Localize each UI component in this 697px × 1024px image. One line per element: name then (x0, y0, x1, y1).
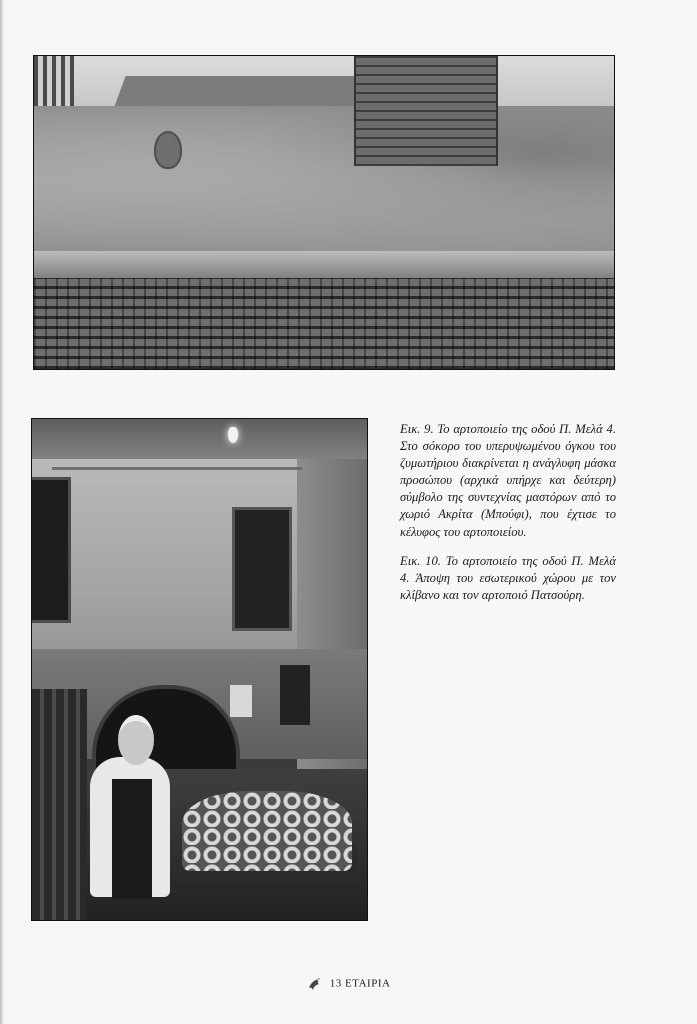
photo-brick-chimney (354, 56, 498, 166)
photo-eave (34, 251, 614, 281)
caption-figure-9: Εικ. 9. Το αρτοποιείο της οδού Π. Μελά 4. Στο σόκορο του υπερυψωμένου όγκου του ζυμωτήριου διακρίνεται η ανάγλυφη μάσκα προσώπου (αρχικά υπήρχε και δεύτερη) σύμβολο της συντεχνίας μαστόρων από το χωριό Ακρίτα (Μπούφι), που έχτισε το κέλυφος του αρτοποιείου. (400, 422, 616, 539)
bird-logo-icon (307, 976, 323, 992)
page-number: 13 (329, 977, 342, 990)
photo-window-center (232, 507, 292, 631)
photo-baker-head (118, 715, 154, 765)
photo-balcony (34, 56, 74, 112)
photo-tiled-roof (34, 278, 614, 369)
publication-name: ΕΤΑΙΡΙΑ (345, 977, 391, 990)
photo-baker-apron (112, 779, 152, 899)
photo-koulouria-pile (182, 791, 352, 871)
page-edge (0, 0, 4, 1024)
captions (400, 421, 616, 616)
photo-pipe (52, 467, 302, 470)
photo-small-door (280, 665, 310, 725)
photo-light-bulb (228, 427, 238, 443)
photo-bakery-exterior-wall (33, 55, 615, 370)
photo-poster (230, 685, 252, 717)
photo-relief-mask (154, 131, 182, 169)
photo-window-left (32, 477, 71, 623)
page-footer (0, 976, 697, 992)
photo-baking-peels (32, 689, 87, 920)
photo-bakery-interior (31, 418, 368, 921)
caption-figure-10: Εικ. 10. Το αρτοποιείο της οδού Π. Μελά 4. Άποψη του εσωτερικού χώρου με τον κλίβανο και τον αρτοποιό Πατσούρη. (400, 553, 616, 602)
